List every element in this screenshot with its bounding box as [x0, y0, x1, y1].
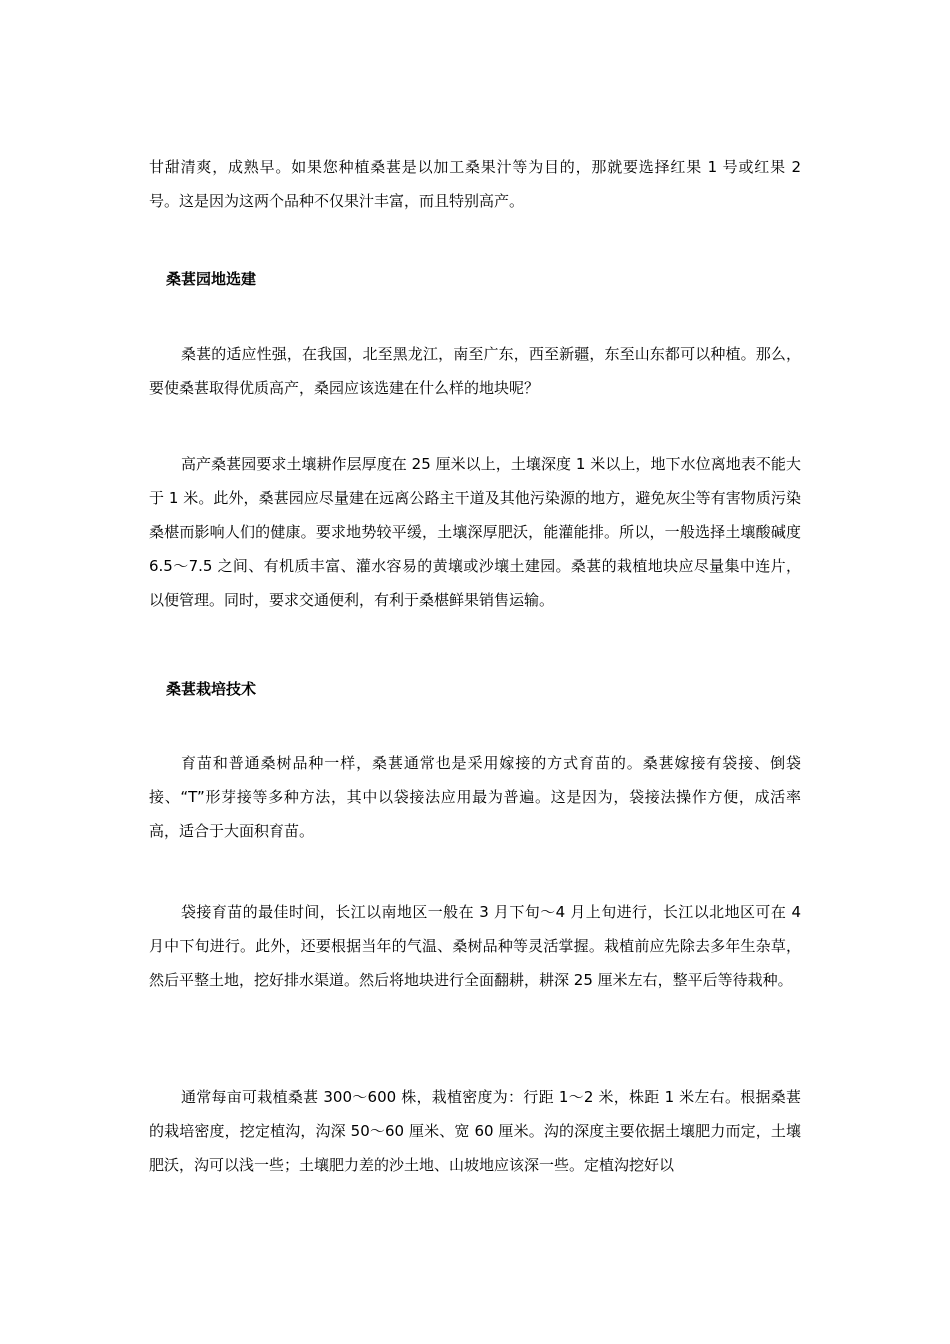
section-heading-site-selection: 桑葚园地选建: [166, 270, 257, 288]
paragraph-grafting-timing: 袋接育苗的最佳时间，长江以南地区一般在 3 月下旬～4 月上旬进行，长江以北地区可在 4 月中下旬进行。此外，还要根据当年的气温、桑树品种等灵活掌握。栽植前应先除去多年生杂草，然后平整土地，挖好排水渠道。然后将地块进行全面翻耕，耕深 25 厘米左右，整平后等待栽种。: [149, 903, 801, 989]
paragraph-soil-requirements: 高产桑葚园要求土壤耕作层厚度在 25 厘米以上，土壤深度 1 米以上，地下水位离地表不能大于 1 米。此外，桑葚园应尽量建在远离公路主干道及其他污染源的地方，避免灰尘等有害物质污染桑椹而影响人们的健康。要求地势较平缓，土壤深厚肥沃，能灌能排。所以，一般选择土壤酸碱度 6.5～7.5 之间、有机质丰富、灌水容易的黄壤或沙壤土建园。桑葚的栽植地块应尽量集中连片，以便管理。同时，要求交通便利，有利于桑椹鲜果销售运输。: [149, 455, 801, 609]
paragraph-adaptability: 桑葚的适应性强，在我国，北至黑龙江，南至广东，西至新疆，东至山东都可以种植。那么，要使桑葚取得优质高产，桑园应该选建在什么样的地块呢？: [149, 345, 801, 397]
paragraph-planting-density: 通常每亩可栽植桑葚 300～600 株，栽植密度为：行距 1～2 米，株距 1 米左右。根据桑葚的栽培密度，挖定植沟，沟深 50～60 厘米、宽 60 厘米。沟的深度主要依据土壤肥力而定，土壤肥沃，沟可以浅一些；土壤肥力差的沙土地、山坡地应该深一些。定植沟挖好以: [149, 1088, 801, 1174]
paragraph-grafting-methods: 育苗和普通桑树品种一样，桑葚通常也是采用嫁接的方式育苗的。桑葚嫁接有袋接、倒袋接、“T”形芽接等多种方法，其中以袋接法应用最为普遍。这是因为，袋接法操作方便，成活率高，适合于大面积育苗。: [149, 754, 801, 840]
paragraph-variety-choice: 甘甜清爽，成熟早。如果您种植桑葚是以加工桑果汁等为目的，那就要选择红果 1 号或红果 2 号。这是因为这两个品种不仅果汁丰富，而且特别高产。: [149, 158, 801, 210]
section-heading-cultivation: 桑葚栽培技术: [166, 680, 257, 698]
